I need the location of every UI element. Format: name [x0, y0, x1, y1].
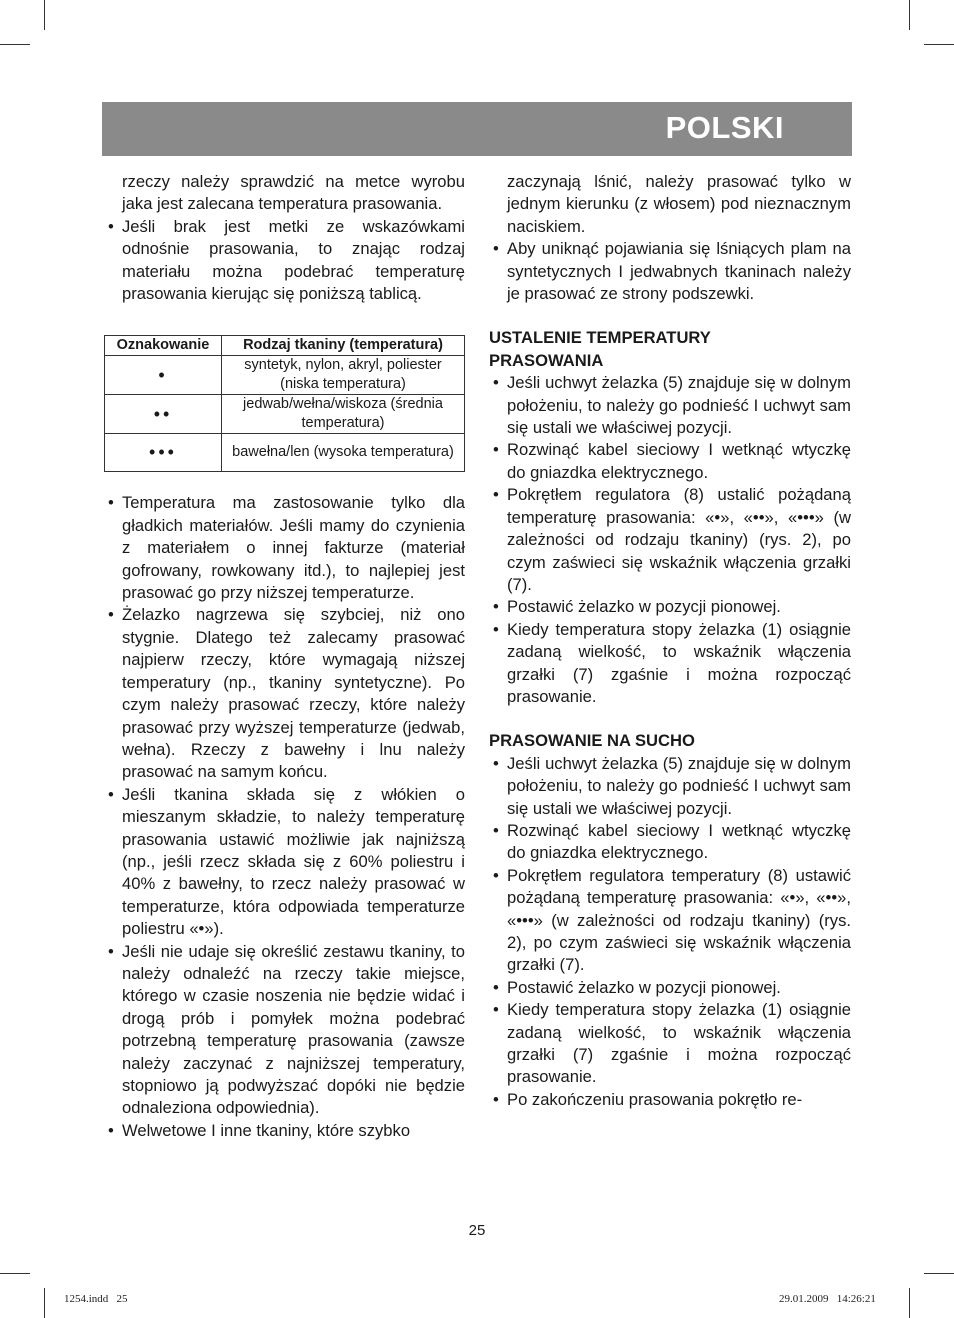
list-item: • Pokrętłem regulatora temperatury (8) ustawić pożądaną temperaturę prasowania: «•», «••», «•••» (w zależności od rodzaju tkaniny) (rys. 2), po czym zaświeci się wskaźnik włączenia grzałki (7).	[489, 865, 851, 977]
dry-ironing-bullet-list	[489, 753, 851, 1112]
list-item: • Aby uniknąć pojawiania się lśniących plam na syntetycznych I jedwabnych tkaninach należy je prasować ze strony podszewki.	[489, 238, 851, 305]
table-cell-fabric: jedwab/wełna/wiskoza (średnia temperatura)	[222, 395, 465, 434]
list-item: • Jeśli nie udaje się określić zestawu tkaniny, to należy odnaleźć na rzeczy takie miejsce, którego w czasie noszenia nie będzie widać i drogą prób i pomyłek można podebrać potrzebną temperaturę prasowania (zawsze należy zaczynać z najniższej temperatury, stopniowo ją podwyższać dopóki nie będzie odnaleziona odpowiednia).	[104, 941, 465, 1120]
table-row	[105, 356, 465, 395]
crop-mark	[924, 1273, 954, 1274]
left-intro-paragraph: rzeczy należy sprawdzić na metce wyrobu jaka jest zalecana temperatura prasowania.	[122, 172, 465, 214]
table-cell-symbol: ••	[105, 395, 222, 434]
footer-file-info: 1254.indd 25	[64, 1293, 128, 1305]
list-item: • Rozwinąć kabel sieciowy I wetknąć wtyczkę do gniazdka elektrycznego.	[489, 439, 851, 484]
footer-timestamp: 29.01.2009 14:26:21	[779, 1293, 876, 1305]
table-row	[105, 395, 465, 434]
crop-mark	[0, 1273, 30, 1274]
section-heading-dry-ironing: PRASOWANIE NA SUCHO	[489, 731, 695, 751]
language-header-bar	[102, 102, 852, 156]
list-item: • Jeśli uchwyt żelazka (5) znajduje się w dolnym położeniu, to należy go podnieść I uchwyt sam się ustali we właściwej pozycji.	[489, 753, 851, 820]
crop-mark	[0, 44, 30, 45]
table-cell-fabric: syntetyk, nylon, akryl, poliester (niska temperatura)	[222, 356, 465, 395]
crop-mark	[909, 1288, 910, 1318]
temperature-bullet-list	[489, 372, 851, 708]
list-item: • Rozwinąć kabel sieciowy I wetknąć wtyczkę do gniazdka elektrycznego.	[489, 820, 851, 865]
table-row	[105, 434, 465, 472]
table-header-marking: Oznakowanie	[105, 336, 222, 356]
table-header-fabric: Rodzaj tkaniny (temperatura)	[222, 336, 465, 356]
fabric-temperature-table	[104, 335, 465, 472]
list-item: • Kiedy temperatura stopy żelazka (1) osiągnie zadaną wielkość, to wskaźnik włączenia grzałki (7) zgaśnie i można rozpocząć prasowanie.	[489, 999, 851, 1089]
left-column	[104, 171, 465, 1142]
left-top-bullet-list	[104, 216, 465, 306]
list-item: • Żelazko nagrzewa się szybciej, niż ono stygnie. Dlatego też zalecamy prasować najpierw rzeczy, które wymagają niższej temperatury (np., tkaniny syntetyczne). Po czym należy prasować rzeczy, które należy prasować przy wyższej temperaturze (jedwab, wełna). Rzeczy z bawełny i lnu należy prasować na samym końcu.	[104, 604, 465, 783]
right-column	[489, 171, 851, 1111]
list-item: • Temperatura ma zastosowanie tylko dla gładkich materiałów. Jeśli mamy do czynienia z materiałem o innej fakturze (materiał gofrowany, rowkowany itd.), to najlepiej jest prasować go przy niższej temperaturze.	[104, 492, 465, 604]
section-heading-line: PRASOWANIA	[489, 350, 604, 370]
right-intro-paragraph: zaczynają lśnić, należy prasować tylko w jednym kierunku (z włosem) pod nieznacznym naciskiem.	[507, 172, 851, 236]
list-item: • Welwetowe I inne tkaniny, które szybko	[104, 1120, 465, 1142]
section-heading-line: USTALENIE TEMPERATURY	[489, 328, 711, 348]
crop-mark	[924, 44, 954, 45]
crop-mark	[44, 1288, 45, 1318]
list-item: • Jeśli tkanina składa się z włókien o mieszanym składzie, to należy temperaturę prasowania ustawić możliwie jak najniższą (np., jeśli rzecz składa się z 60% poliestru i 40% z bawełny, to rzecz należy prasować w temperaturze, która odpowiada temperaturze poliestru «•»).	[104, 784, 465, 941]
right-top-bullet-list	[489, 238, 851, 305]
section-heading-temperature	[489, 327, 851, 372]
table-cell-symbol: •	[105, 356, 222, 395]
table-cell-symbol: •••	[105, 434, 222, 472]
list-item: • Kiedy temperatura stopy żelazka (1) osiągnie zadaną wielkość, to wskaźnik włączenia grzałki (7) zgaśnie i można rozpocząć prasowanie.	[489, 619, 851, 709]
list-item: • Pokrętłem regulatora (8) ustalić pożądaną temperaturę prasowania: «•», «••», «•••» (w zależności od rodzaju tkaniny) (rys. 2), po czym zaświeci się wskaźnik włączenia grzałki (7).	[489, 484, 851, 596]
table-header-row	[105, 336, 465, 356]
table-cell-fabric: bawełna/len (wysoka temperatura)	[222, 434, 465, 472]
crop-mark	[44, 0, 45, 30]
list-item: • Jeśli uchwyt żelazka (5) znajduje się w dolnym położeniu, to należy go podnieść I uchwyt sam się ustali we właściwej pozycji.	[489, 372, 851, 439]
list-item: • Postawić żelazko w pozycji pionowej.	[489, 596, 851, 618]
list-item: • Jeśli brak jest metki ze wskazówkami odnośnie prasowania, to znając rodzaj materiału można podebrać temperaturę prasowania kierując się poniższą tablicą.	[104, 216, 465, 306]
list-item: • Postawić żelazko w pozycji pionowej.	[489, 977, 851, 999]
page-number: 25	[468, 1222, 486, 1239]
crop-mark	[909, 0, 910, 30]
left-bottom-bullet-list	[104, 492, 465, 1142]
language-title: POLSKI	[665, 110, 784, 145]
list-item: • Po zakończeniu prasowania pokrętło re-	[489, 1089, 851, 1111]
